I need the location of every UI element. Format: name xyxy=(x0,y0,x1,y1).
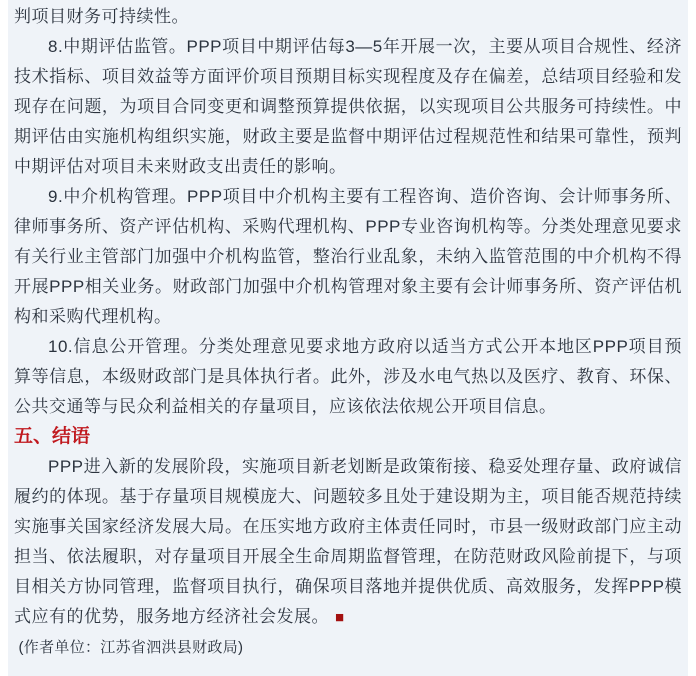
paragraph-continuation: 判项目财务可持续性。 xyxy=(14,7,189,26)
article-end-mark: ■ xyxy=(335,609,345,626)
author-credit: (作者单位：江苏省泗洪县财政局) xyxy=(18,639,244,656)
paragraph-information-disclosure: 10.信息公开管理。分类处理意见要求地方政府以适当方式公开本地区PPP项目预算等信息，本级财政部门是具体执行者。此外，涉及水电气热以及医疗、教育、环保、公共交通等与民众利益相关的存量项目，应该依法依规公开项目信息。 xyxy=(14,337,682,416)
paragraph-intermediary-management: 9.中介机构管理。PPP项目中介机构主要有工程咨询、造价咨询、会计师事务所、律师事务所、资产评估机构、采购代理机构、PPP专业咨询机构等。分类处理意见要求有关行业主管部门加强中介机构监管，整治行业乱象，未纳入监管范围的中介机构不得开展PPP相关业务。财政部门加强中介机构管理对象主要有会计师事务所、资产评估机构和采购代理机构。 xyxy=(14,187,682,326)
paragraph-mid-term-evaluation: 8.中期评估监管。PPP项目中期评估每3—5年开展一次，主要从项目合规性、经济技术指标、项目效益等方面评价项目预期目标实现程度及存在偏差，总结项目经验和发现存在问题，为项目合同变更和调整预算提供依据，以实现项目公共服务可持续性。中期评估由实施机构组织实施，财政主要是监督中期评估过程规范性和结果可靠性，预判中期评估对项目未来财政支出责任的影响。 xyxy=(14,37,682,176)
conclusion-text: PPP进入新的发展阶段，实施项目新老划断是政策衔接、稳妥处理存量、政府诚信履约的体现。基于存量项目规模庞大、问题较多且处于建设期为主，项目能否规范持续实施事关国家经济发展大局。在压实地方政府主体责任同时，市县一级财政部门应主动担当、依法履职，对存量项目开展全生命周期监督管理，在防范财政风险前提下，与项目相关方协同管理，监督项目执行，确保项目落地并提供优质、高效服务，发挥PPP模式应有的优势，服务地方经济社会发展。 xyxy=(14,457,682,626)
paragraph-conclusion xyxy=(14,452,682,633)
article-content xyxy=(8,0,688,676)
section-heading-conclusion: 五、结语 xyxy=(14,426,91,447)
